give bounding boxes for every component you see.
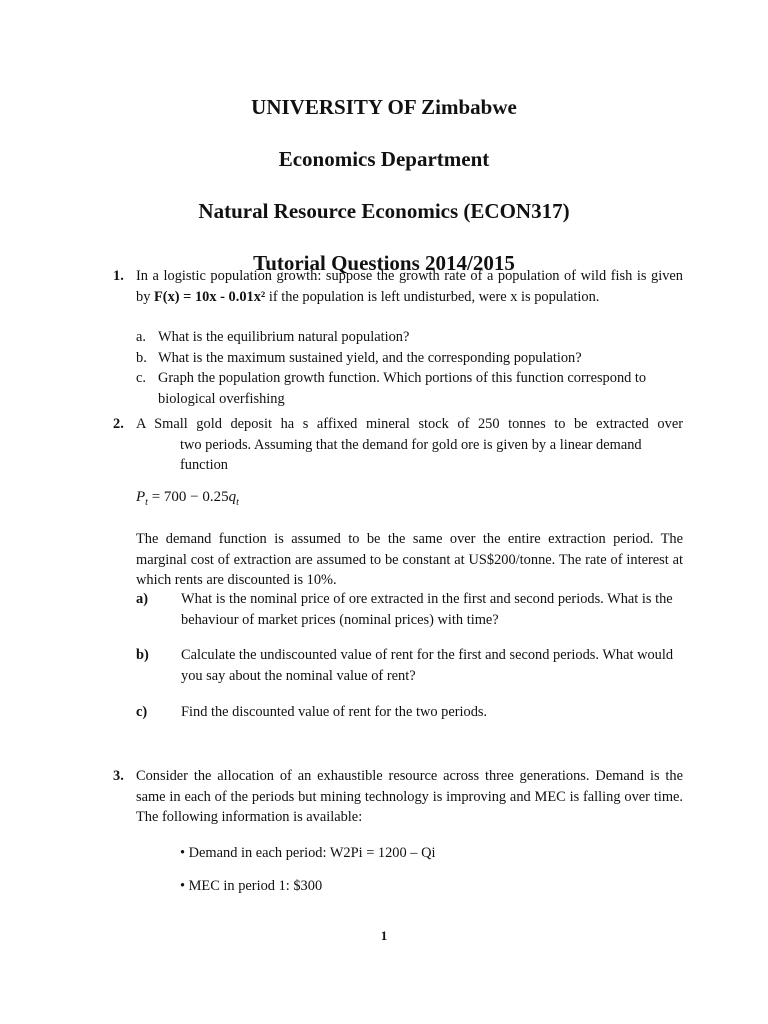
question-3-text: Consider the allocation of an exhaustible resource across three generations. Demand is the same in each of the periods but mining technology is improving and MEC is falling over time. The following information is available: bbox=[136, 768, 683, 825]
course-title: Natural Resource Economics (ECON317) bbox=[198, 199, 570, 223]
sub-question-label: a) bbox=[136, 591, 148, 607]
question-1-sublist bbox=[136, 327, 683, 409]
question-number: 3. bbox=[113, 768, 124, 784]
item-text: Graph the population growth function. Which portions of this function correspond to biological overfishing bbox=[158, 370, 647, 407]
question-2-sub-a bbox=[136, 589, 683, 630]
growth-formula: F(x) = 10x - 0.01x² bbox=[154, 288, 266, 305]
item-label: c. bbox=[136, 370, 146, 386]
formula-quantity: q bbox=[228, 489, 237, 505]
question-2 bbox=[113, 414, 683, 476]
item-label: b. bbox=[136, 349, 147, 366]
question-3 bbox=[113, 766, 683, 828]
university-title: UNIVERSITY OF Zimbabwe bbox=[251, 95, 517, 119]
question-number: 1. bbox=[113, 268, 124, 284]
question-number: 2. bbox=[113, 416, 124, 432]
question-2-paragraph: The demand function is assumed to be the same over the entire extraction period. The marginal cost of extraction are assumed to be constant at US$200/tonne. The rate of interest at which rents are discounted is 10%. bbox=[136, 531, 683, 588]
demand-formula bbox=[136, 486, 239, 514]
sub-question-text: What is the nominal price of ore extracted in the first and second periods. What is the behaviour of market prices (nominal prices) with time? bbox=[181, 591, 673, 628]
list-item bbox=[136, 327, 683, 348]
formula-price-subscript: t bbox=[145, 497, 148, 508]
question-2-line-1: A Small gold deposit ha s affixed mineral stock of 250 tonnes to be extracted over bbox=[136, 416, 683, 432]
list-item bbox=[136, 348, 683, 369]
item-label: a. bbox=[136, 329, 146, 345]
formula-price: P bbox=[136, 489, 146, 505]
tutorial-title: Tutorial Questions 2014/2015 bbox=[253, 251, 515, 275]
question-1-intro-b: if the population is left undisturbed, were x is population. bbox=[265, 288, 600, 305]
question-2-sub-c bbox=[136, 702, 683, 723]
bullet-item: • MEC in period 1: $300 bbox=[180, 878, 323, 894]
question-1-intro-a: In a logistic population growth: suppose the growth rate of a population of wild fish is given by bbox=[136, 268, 683, 305]
item-text: What is the equilibrium natural population? bbox=[158, 329, 410, 345]
bullet-item: • Demand in each period: W2Pi = 1200 – Qi bbox=[180, 845, 436, 861]
item-text: What is the maximum sustained yield, and the corresponding population? bbox=[158, 349, 582, 366]
formula-rhs: = 700 − 0.25 bbox=[147, 489, 229, 505]
question-1 bbox=[113, 266, 683, 409]
department-title: Economics Department bbox=[278, 147, 490, 171]
sub-question-text: Calculate the undiscounted value of rent for the first and second periods. What would you say about the nominal value of rent? bbox=[181, 647, 674, 684]
question-2-line-2: two periods. Assuming that the demand for gold ore is given by a linear demand bbox=[180, 436, 642, 453]
sub-question-text: Find the discounted value of rent for the two periods. bbox=[181, 704, 488, 720]
formula-quantity-subscript: t bbox=[236, 497, 239, 508]
sub-question-label: c) bbox=[136, 704, 148, 720]
question-1-text bbox=[136, 266, 683, 307]
title-block bbox=[0, 94, 768, 276]
page-number: 1 bbox=[380, 928, 388, 943]
sub-question-label: b) bbox=[136, 647, 149, 663]
question-2-line-3: function bbox=[180, 457, 228, 473]
question-2-sub-b bbox=[136, 645, 683, 686]
list-item bbox=[136, 368, 683, 409]
